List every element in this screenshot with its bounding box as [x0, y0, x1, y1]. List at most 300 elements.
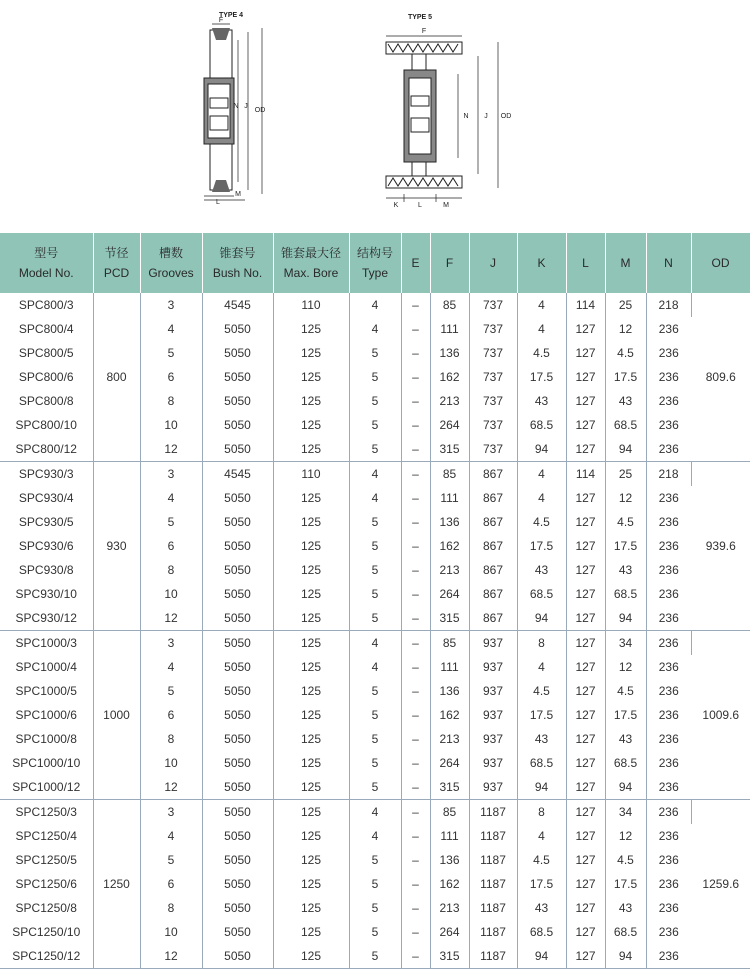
cell-type: 5 — [349, 896, 401, 920]
cell-grooves: 4 — [140, 486, 202, 510]
cell-m: 94 — [605, 606, 646, 631]
cell-model: SPC800/4 — [0, 317, 93, 341]
cell-k: 4.5 — [517, 510, 566, 534]
cell-j: 1187 — [469, 800, 517, 825]
cell-bore: 125 — [273, 606, 349, 631]
cell-e: – — [401, 751, 430, 775]
cell-type: 5 — [349, 703, 401, 727]
cell-e: – — [401, 534, 430, 558]
type4-dim-j: J — [244, 103, 248, 110]
table-header-row — [0, 233, 750, 293]
cell-j: 867 — [469, 510, 517, 534]
cell-grooves: 3 — [140, 462, 202, 487]
cell-j: 937 — [469, 727, 517, 751]
cell-m: 17.5 — [605, 703, 646, 727]
cell-model: SPC1250/8 — [0, 896, 93, 920]
cell-n: 236 — [658, 853, 679, 867]
cell-bush: 5050 — [202, 486, 273, 510]
cell-k: 17.5 — [517, 703, 566, 727]
cell-e: – — [401, 727, 430, 751]
cell-m: 17.5 — [605, 365, 646, 389]
cell-e: – — [401, 510, 430, 534]
cell-bush: 5050 — [202, 848, 273, 872]
cell-type: 5 — [349, 437, 401, 462]
cell-m: 12 — [605, 824, 646, 848]
cell-m: 94 — [605, 775, 646, 800]
header-pcd-en: PCD — [103, 266, 130, 280]
cell-bush: 5050 — [202, 606, 273, 631]
cell-type: 5 — [349, 582, 401, 606]
cell-bore: 125 — [273, 751, 349, 775]
cell-k: 94 — [517, 775, 566, 800]
cell-bore: 125 — [273, 486, 349, 510]
cell-l: 127 — [566, 727, 605, 751]
cell-j: 737 — [469, 413, 517, 437]
cell-f: 85 — [430, 800, 469, 825]
header-bush — [202, 233, 273, 293]
cell-bush: 5050 — [202, 824, 273, 848]
header-n — [646, 233, 691, 293]
type4-dim-m: M — [235, 191, 241, 198]
cell-grooves: 12 — [140, 606, 202, 631]
header-grooves-cn: 槽数 — [158, 246, 183, 260]
cell-model: SPC1250/4 — [0, 824, 93, 848]
cell-bore: 125 — [273, 727, 349, 751]
cell-e: – — [401, 317, 430, 341]
header-bush-cn: 锥套号 — [219, 246, 256, 260]
cell-grooves: 12 — [140, 944, 202, 969]
cell-f: 111 — [430, 655, 469, 679]
cell-l: 127 — [566, 413, 605, 437]
cell-type: 5 — [349, 510, 401, 534]
cell-bush: 5050 — [202, 582, 273, 606]
header-model-cn: 型号 — [34, 246, 59, 260]
cell-bore: 125 — [273, 679, 349, 703]
cell-bore: 125 — [273, 848, 349, 872]
cell-n: 236 — [658, 394, 679, 408]
cell-j: 1187 — [469, 896, 517, 920]
cell-k: 43 — [517, 389, 566, 413]
cell-f: 136 — [430, 510, 469, 534]
cell-l: 114 — [566, 462, 605, 487]
header-bush-en: Bush No. — [212, 266, 263, 280]
cell-type: 4 — [349, 824, 401, 848]
cell-f: 213 — [430, 558, 469, 582]
cell-n: 236 — [646, 775, 691, 800]
cell-e: – — [401, 558, 430, 582]
cell-k: 4 — [517, 317, 566, 341]
header-j-en: J — [490, 256, 496, 270]
cell-bush: 5050 — [202, 920, 273, 944]
cell-e: – — [401, 824, 430, 848]
cell-grooves: 5 — [140, 679, 202, 703]
cell-type: 4 — [349, 655, 401, 679]
cell-e: – — [401, 703, 430, 727]
cell-bush: 5050 — [202, 534, 273, 558]
cell-model: SPC1250/6 — [0, 872, 93, 896]
cell-n: 218 — [646, 293, 691, 317]
cell-bush: 5050 — [202, 510, 273, 534]
cell-j: 867 — [469, 486, 517, 510]
header-bore-en: Max. Bore — [283, 266, 339, 280]
cell-model: SPC930/10 — [0, 582, 93, 606]
header-type-en: Type — [361, 266, 388, 280]
cell-m: 4.5 — [605, 848, 646, 872]
cell-l: 127 — [566, 437, 605, 462]
header-model — [0, 233, 93, 293]
cell-l: 127 — [566, 317, 605, 341]
cell-j: 937 — [469, 703, 517, 727]
cell-n: 236 — [646, 437, 691, 462]
cell-j: 1187 — [469, 944, 517, 969]
cell-j: 737 — [469, 341, 517, 365]
cell-n: 236 — [658, 925, 679, 939]
cell-bush: 5050 — [202, 413, 273, 437]
header-od — [691, 233, 750, 293]
cell-type: 5 — [349, 727, 401, 751]
cell-type: 4 — [349, 486, 401, 510]
cell-k: 68.5 — [517, 582, 566, 606]
cell-model: SPC1000/6 — [0, 703, 93, 727]
cell-f: 136 — [430, 679, 469, 703]
cell-bore: 125 — [273, 944, 349, 969]
cell-n: 236 — [658, 539, 679, 553]
cell-model: SPC1250/12 — [0, 944, 93, 969]
cell-j: 937 — [469, 631, 517, 656]
cell-type: 5 — [349, 944, 401, 969]
cell-l: 127 — [566, 775, 605, 800]
cell-f: 315 — [430, 606, 469, 631]
cell-bore: 125 — [273, 655, 349, 679]
cell-k: 4.5 — [517, 341, 566, 365]
cell-j: 737 — [469, 389, 517, 413]
header-bore — [273, 233, 349, 293]
spec-table — [0, 233, 750, 969]
cell-f: 315 — [430, 775, 469, 800]
cell-bore: 125 — [273, 558, 349, 582]
cell-grooves: 8 — [140, 389, 202, 413]
cell-l: 127 — [566, 389, 605, 413]
header-od-en: OD — [711, 256, 730, 270]
header-grooves — [140, 233, 202, 293]
cell-bore: 125 — [273, 800, 349, 825]
cell-m: 12 — [605, 486, 646, 510]
cell-model: SPC800/8 — [0, 389, 93, 413]
cell-l: 127 — [566, 679, 605, 703]
cell-n: 236 — [658, 732, 679, 746]
cell-grooves: 8 — [140, 727, 202, 751]
cell-e: – — [401, 582, 430, 606]
cell-grooves: 6 — [140, 872, 202, 896]
cell-bore: 125 — [273, 824, 349, 848]
cell-f: 85 — [430, 462, 469, 487]
cell-k: 17.5 — [517, 534, 566, 558]
header-pcd-cn: 节径 — [104, 246, 129, 260]
cell-f: 315 — [430, 437, 469, 462]
cell-type: 4 — [349, 631, 401, 656]
cell-bush: 5050 — [202, 872, 273, 896]
cell-n: 236 — [658, 587, 679, 601]
pulley-diagrams — [0, 0, 750, 232]
cell-bush: 5050 — [202, 365, 273, 389]
cell-od: 1009.6 — [691, 631, 750, 800]
cell-grooves: 4 — [140, 824, 202, 848]
cell-grooves: 12 — [140, 437, 202, 462]
cell-m: 4.5 — [605, 679, 646, 703]
cell-f: 213 — [430, 727, 469, 751]
cell-m: 43 — [605, 896, 646, 920]
cell-m: 43 — [605, 558, 646, 582]
type5-dim-m: M — [443, 202, 449, 209]
cell-m: 17.5 — [605, 872, 646, 896]
cell-l: 127 — [566, 655, 605, 679]
cell-k: 68.5 — [517, 751, 566, 775]
header-e — [401, 233, 430, 293]
cell-od: 809.6 — [691, 293, 750, 462]
cell-model: SPC930/8 — [0, 558, 93, 582]
cell-type: 5 — [349, 341, 401, 365]
cell-k: 68.5 — [517, 413, 566, 437]
cell-n: 236 — [658, 370, 679, 384]
cell-l: 127 — [566, 606, 605, 631]
cell-bore: 110 — [273, 293, 349, 317]
cell-bush: 5050 — [202, 751, 273, 775]
cell-bore: 125 — [273, 413, 349, 437]
cell-model: SPC1000/4 — [0, 655, 93, 679]
cell-l: 127 — [566, 558, 605, 582]
cell-n: 236 — [646, 944, 691, 969]
cell-type: 5 — [349, 848, 401, 872]
cell-grooves: 10 — [140, 920, 202, 944]
cell-model: SPC800/5 — [0, 341, 93, 365]
type4-dim-od: OD — [254, 107, 266, 114]
cell-f: 264 — [430, 751, 469, 775]
cell-k: 94 — [517, 606, 566, 631]
cell-e: – — [401, 775, 430, 800]
type5-diagram — [386, 14, 511, 209]
cell-n: 236 — [658, 756, 679, 770]
cell-k: 43 — [517, 558, 566, 582]
cell-l: 127 — [566, 341, 605, 365]
cell-grooves: 10 — [140, 413, 202, 437]
type5-title: TYPE 5 — [407, 14, 433, 21]
cell-k: 4.5 — [517, 848, 566, 872]
header-f-en: F — [445, 256, 454, 270]
cell-j: 737 — [469, 317, 517, 341]
cell-n: 236 — [658, 660, 679, 674]
cell-bush: 5050 — [202, 341, 273, 365]
cell-bore: 125 — [273, 582, 349, 606]
cell-model: SPC930/6 — [0, 534, 93, 558]
cell-e: – — [401, 944, 430, 969]
cell-pcd: 800 — [93, 293, 140, 462]
cell-type: 5 — [349, 775, 401, 800]
cell-l: 127 — [566, 800, 605, 825]
cell-bore: 125 — [273, 920, 349, 944]
cell-bore: 125 — [273, 317, 349, 341]
cell-type: 5 — [349, 872, 401, 896]
cell-bush: 5050 — [202, 679, 273, 703]
cell-grooves: 10 — [140, 751, 202, 775]
cell-model: SPC800/12 — [0, 437, 93, 462]
cell-l: 127 — [566, 486, 605, 510]
cell-e: – — [401, 413, 430, 437]
cell-bore: 125 — [273, 341, 349, 365]
table-row — [0, 631, 750, 656]
cell-e: – — [401, 486, 430, 510]
cell-f: 136 — [430, 848, 469, 872]
cell-k: 94 — [517, 437, 566, 462]
cell-f: 162 — [430, 872, 469, 896]
cell-model: SPC930/3 — [0, 462, 93, 487]
cell-n: 236 — [658, 684, 679, 698]
cell-l: 127 — [566, 582, 605, 606]
cell-k: 4 — [517, 293, 566, 317]
cell-bore: 125 — [273, 896, 349, 920]
cell-grooves: 6 — [140, 534, 202, 558]
cell-model: SPC1000/8 — [0, 727, 93, 751]
cell-l: 114 — [566, 293, 605, 317]
header-bore-cn: 锥套最大径 — [280, 246, 341, 260]
cell-grooves: 8 — [140, 896, 202, 920]
cell-m: 34 — [605, 800, 646, 825]
cell-pcd: 1000 — [93, 631, 140, 800]
cell-grooves: 6 — [140, 365, 202, 389]
cell-type: 4 — [349, 800, 401, 825]
cell-pcd: 930 — [93, 462, 140, 631]
cell-j: 737 — [469, 437, 517, 462]
cell-od: 1259.6 — [691, 800, 750, 969]
type4-dim-n: N — [233, 103, 239, 110]
cell-bore: 125 — [273, 872, 349, 896]
cell-k: 4.5 — [517, 679, 566, 703]
table-row — [0, 293, 750, 317]
cell-bush: 5050 — [202, 558, 273, 582]
cell-grooves: 5 — [140, 848, 202, 872]
header-e-en: E — [411, 256, 420, 270]
cell-j: 937 — [469, 751, 517, 775]
cell-bush: 4545 — [202, 462, 273, 487]
header-j — [469, 233, 517, 293]
cell-m: 43 — [605, 727, 646, 751]
cell-n: 236 — [658, 346, 679, 360]
cell-l: 127 — [566, 703, 605, 727]
header-grooves-en: Grooves — [148, 266, 194, 280]
cell-grooves: 5 — [140, 510, 202, 534]
cell-j: 867 — [469, 582, 517, 606]
cell-e: – — [401, 800, 430, 825]
cell-type: 4 — [349, 293, 401, 317]
type5-dim-f: F — [421, 28, 427, 35]
cell-n: 236 — [658, 491, 679, 505]
cell-m: 68.5 — [605, 920, 646, 944]
cell-j: 937 — [469, 679, 517, 703]
cell-j: 867 — [469, 462, 517, 487]
cell-f: 213 — [430, 389, 469, 413]
cell-j: 1187 — [469, 848, 517, 872]
cell-grooves: 3 — [140, 631, 202, 656]
header-type — [349, 233, 401, 293]
cell-e: – — [401, 920, 430, 944]
cell-n: 218 — [646, 462, 691, 487]
cell-grooves: 3 — [140, 293, 202, 317]
cell-e: – — [401, 462, 430, 487]
cell-bore: 125 — [273, 534, 349, 558]
cell-bush: 5050 — [202, 896, 273, 920]
cell-n: 236 — [658, 515, 679, 529]
cell-grooves: 3 — [140, 800, 202, 825]
cell-e: – — [401, 606, 430, 631]
cell-grooves: 8 — [140, 558, 202, 582]
header-model-en: Model No. — [18, 266, 74, 280]
cell-k: 8 — [517, 631, 566, 656]
cell-l: 127 — [566, 365, 605, 389]
cell-n: 236 — [658, 877, 679, 891]
cell-grooves: 6 — [140, 703, 202, 727]
cell-n: 236 — [658, 418, 679, 432]
cell-l: 127 — [566, 534, 605, 558]
cell-n: 236 — [658, 563, 679, 577]
cell-bush: 5050 — [202, 437, 273, 462]
cell-l: 127 — [566, 824, 605, 848]
cell-bush: 5050 — [202, 944, 273, 969]
cell-f: 111 — [430, 317, 469, 341]
cell-e: – — [401, 872, 430, 896]
type4-dim-f: F — [218, 17, 224, 24]
cell-l: 127 — [566, 510, 605, 534]
cell-e: – — [401, 293, 430, 317]
type5-dim-n: N — [463, 113, 469, 120]
header-k — [517, 233, 566, 293]
cell-k: 17.5 — [517, 365, 566, 389]
cell-f: 315 — [430, 944, 469, 969]
cell-m: 25 — [605, 462, 646, 487]
cell-bush: 5050 — [202, 775, 273, 800]
cell-model: SPC1000/5 — [0, 679, 93, 703]
cell-bush: 5050 — [202, 800, 273, 825]
cell-bore: 125 — [273, 510, 349, 534]
type4-title: TYPE 4 — [218, 12, 244, 19]
cell-type: 5 — [349, 679, 401, 703]
cell-m: 4.5 — [605, 341, 646, 365]
cell-l: 127 — [566, 751, 605, 775]
header-m — [605, 233, 646, 293]
cell-m: 94 — [605, 437, 646, 462]
cell-f: 85 — [430, 631, 469, 656]
cell-type: 5 — [349, 920, 401, 944]
cell-m: 43 — [605, 389, 646, 413]
cell-model: SPC1250/3 — [0, 800, 93, 825]
cell-type: 5 — [349, 413, 401, 437]
cell-type: 5 — [349, 365, 401, 389]
type5-dim-j: J — [484, 113, 488, 120]
cell-e: – — [401, 365, 430, 389]
cell-l: 127 — [566, 944, 605, 969]
cell-j: 1187 — [469, 920, 517, 944]
cell-model: SPC800/3 — [0, 293, 93, 317]
cell-l: 127 — [566, 872, 605, 896]
cell-grooves: 4 — [140, 655, 202, 679]
cell-m: 17.5 — [605, 534, 646, 558]
cell-m: 94 — [605, 944, 646, 969]
cell-e: – — [401, 896, 430, 920]
cell-grooves: 5 — [140, 341, 202, 365]
cell-f: 264 — [430, 582, 469, 606]
cell-model: SPC1000/10 — [0, 751, 93, 775]
cell-m: 68.5 — [605, 413, 646, 437]
cell-grooves: 12 — [140, 775, 202, 800]
cell-bore: 125 — [273, 437, 349, 462]
